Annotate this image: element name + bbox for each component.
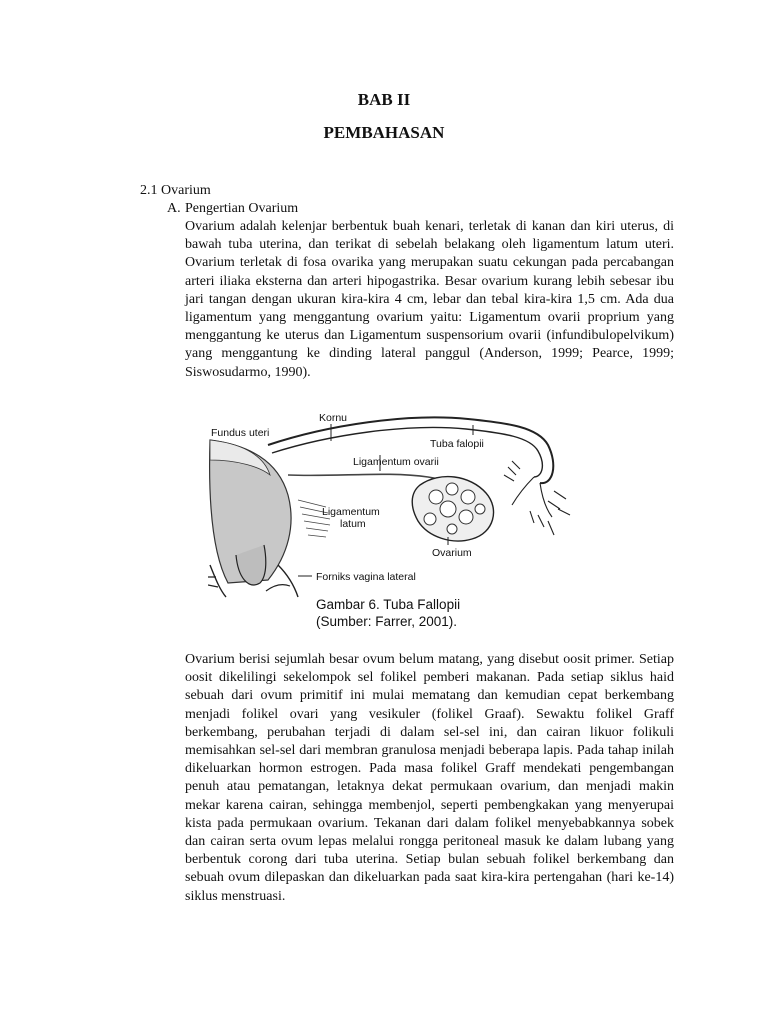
- uterus-diagram: [208, 405, 576, 600]
- tuba-lower-wall: [272, 427, 542, 477]
- figure-tuba-fallopii: [208, 405, 576, 600]
- section-heading: 2.1 Ovarium: [140, 183, 211, 198]
- figure-caption-source: (Sumber: Farrer, 2001).: [316, 614, 458, 629]
- fimbriae: [504, 461, 570, 535]
- label-ligamentum-ovarii: Ligamentum ovarii: [353, 456, 439, 468]
- label-ligamentum-latum-2: latum: [340, 518, 366, 530]
- paragraph-definition: Ovarium adalah kelenjar berbentuk buah kenari, terletak di kanan dan kiri uterus, di bawah tuba uterina, dan terikat di sebelah belakang oleh ligamentum latum uteri. Ovarium terletak di fosa ovarika yang merupakan suatu cekungan pada percabangan arteri iliaka eksterna dan arteri hipogastrika. Besar ovarium kurang lebih sebesar ibu jari tangan dengan ukuran kira-kira 4 cm, lebar dan tebal kira-kira 1,5 cm. Ada dua ligamentum yang menggantung ovarium yaitu: Ligamentum ovarii proprium yang menggantung ke uterus dan Ligamentum suspensorium ovarii (infundibulopelvikum) yang menggantung ke dinding lateral panggul (Anderson, 1999; Pearce, 1999; Siswosudarmo, 1990).: [185, 219, 674, 380]
- ovary-shape: [412, 477, 493, 541]
- chapter-number: BAB II: [357, 90, 411, 109]
- paragraph-ovum-development: Ovarium berisi sejumlah besar ovum belum matang, yang disebut oosit primer. Setiap oosit dikelilingi sekelompok sel folikel pemberi makanan. Pada setiap siklus haid sebuah dari ovum primitif ini mulai mematang dan kemudian cepat berkembang menjadi folikel ovari yang vesikuler (folikel Graaf). Sewaktu folikel Graff berkembang, perubahan terjadi di dalam sel-sel ini, dan cairan likuor folikuli memisahkan sel-sel dari membran granulosa menjadi beberapa lapis. Pada tahap inilah dikeluarkan hormon estrogen. Pada masa folikel Graff mendekati pengembangan penuh atau pematangan, letaknya dekat permukaan ovarium, dan menjadi makin mekar karena cairan, sehingga membenjol, seperti pembengkakan yang menyerupai kista pada permukaan ovarium. Tekanan dari dalam folikel menyebabkannya sobek dan cairan serta ovum lepas melalui rongga peritoneal masuk ke dalam lubang yang berbentuk corong dari tuba uterina. Setiap bulan sebuah folikel berkembang dan sebuah ovum dilepaskan dan dikeluarkan pada saat kira-kira pertengahan (hari ke-14) siklus menstruasi.: [185, 652, 674, 904]
- subsection-heading: [167, 200, 298, 218]
- chapter-title: PEMBAHASAN: [323, 123, 445, 142]
- label-fundus-uteri: Fundus uteri: [211, 427, 270, 439]
- label-tuba-falopii: Tuba falopii: [430, 438, 484, 450]
- label-kornu: Kornu: [319, 412, 348, 424]
- subsection-title: Pengertian Ovarium: [185, 201, 299, 216]
- figure-caption-title: Gambar 6. Tuba Fallopii: [316, 597, 461, 612]
- label-ovarium: Ovarium: [432, 547, 472, 559]
- label-ligamentum-latum-1: Ligamentum: [322, 506, 380, 518]
- label-forniks-vagina-lateral: Forniks vagina lateral: [316, 571, 416, 583]
- subsection-marker: A.: [167, 201, 181, 216]
